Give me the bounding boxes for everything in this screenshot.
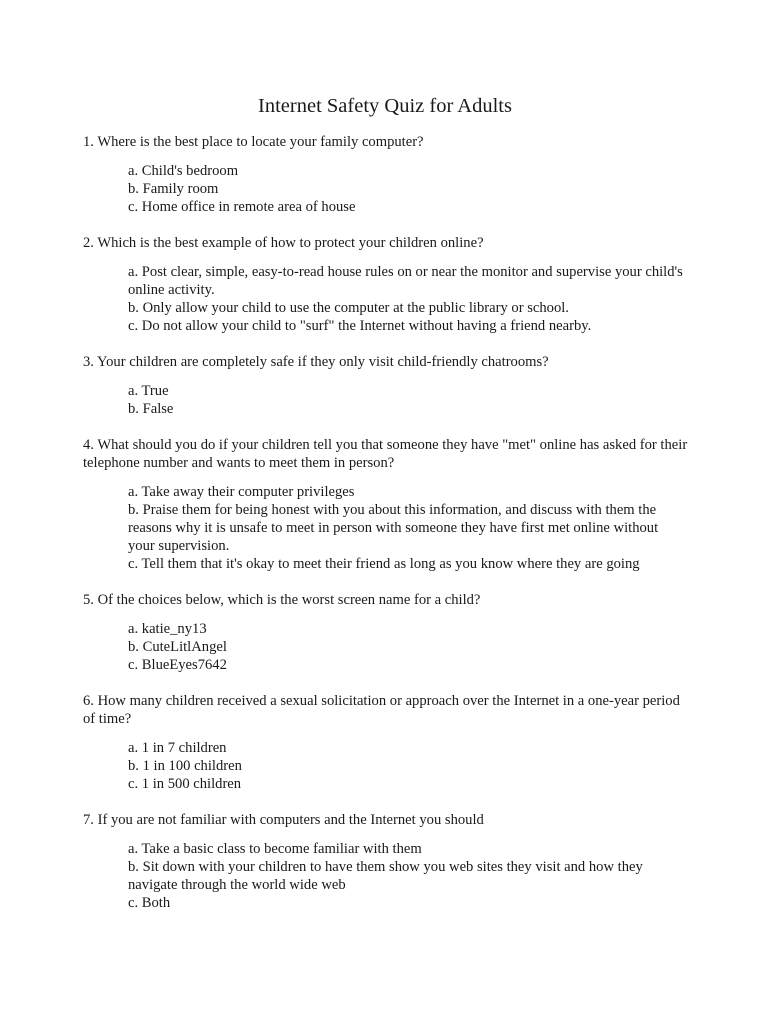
- option-4c: c. Tell them that it's okay to meet their friend as long as you know where they are going: [128, 556, 640, 572]
- option-6b: b. 1 in 100 children: [128, 758, 242, 774]
- option-2a: a. Post clear, simple, easy-to-read house rules on or near the monitor and supervise your child's online activity.: [128, 264, 683, 298]
- option-6c: c. 1 in 500 children: [128, 776, 242, 792]
- question-7: 7. If you are not familiar with computers and the Internet you should: [83, 812, 484, 828]
- question-6-options: [128, 739, 688, 793]
- question-4: 4. What should you do if your children tell you that someone they have "met" online has asked for their telephone number and wants to meet them in person?: [83, 437, 688, 471]
- option-1c: c. Home office in remote area of house: [128, 199, 356, 215]
- option-4a: a. Take away their computer privileges: [128, 484, 355, 500]
- option-1b: b. Family room: [128, 181, 219, 197]
- option-5a: a. katie_ny13: [128, 621, 207, 637]
- question-3-options: [128, 382, 688, 418]
- question-3: 3. Your children are completely safe if they only visit child-friendly chatrooms?: [83, 354, 549, 370]
- option-1a: a. Child's bedroom: [128, 163, 239, 179]
- option-2b: b. Only allow your child to use the computer at the public library or school.: [128, 300, 569, 316]
- question-5-options: [128, 620, 688, 674]
- option-7b: b. Sit down with your children to have them show you web sites they visit and how they navigate through the world wide web: [128, 859, 643, 893]
- option-4b: b. Praise them for being honest with you about this information, and discuss with them the reasons why it is unsafe to meet in person with someone they have first met online without your supervision.: [128, 502, 659, 554]
- question-1: 1. Where is the best place to locate your family computer?: [83, 134, 424, 150]
- question-5: 5. Of the choices below, which is the worst screen name for a child?: [83, 592, 481, 608]
- option-3b: b. False: [128, 401, 174, 417]
- option-5c: c. BlueEyes7642: [128, 657, 227, 673]
- option-3a: a. True: [128, 383, 169, 399]
- question-4-options: [128, 483, 688, 573]
- question-2: 2. Which is the best example of how to protect your children online?: [83, 235, 484, 251]
- question-1-options: [128, 162, 688, 216]
- option-6a: a. 1 in 7 children: [128, 740, 227, 756]
- question-2-options: [128, 263, 688, 335]
- question-6: 6. How many children received a sexual solicitation or approach over the Internet in a one-year period of time?: [83, 693, 680, 727]
- option-2c: c. Do not allow your child to "surf" the Internet without having a friend nearby.: [128, 318, 592, 334]
- option-5b: b. CuteLitlAngel: [128, 639, 227, 655]
- option-7c: c. Both: [128, 895, 171, 911]
- page-title: Internet Safety Quiz for Adults: [258, 95, 512, 117]
- question-7-options: [128, 840, 688, 912]
- option-7a: a. Take a basic class to become familiar with them: [128, 841, 422, 857]
